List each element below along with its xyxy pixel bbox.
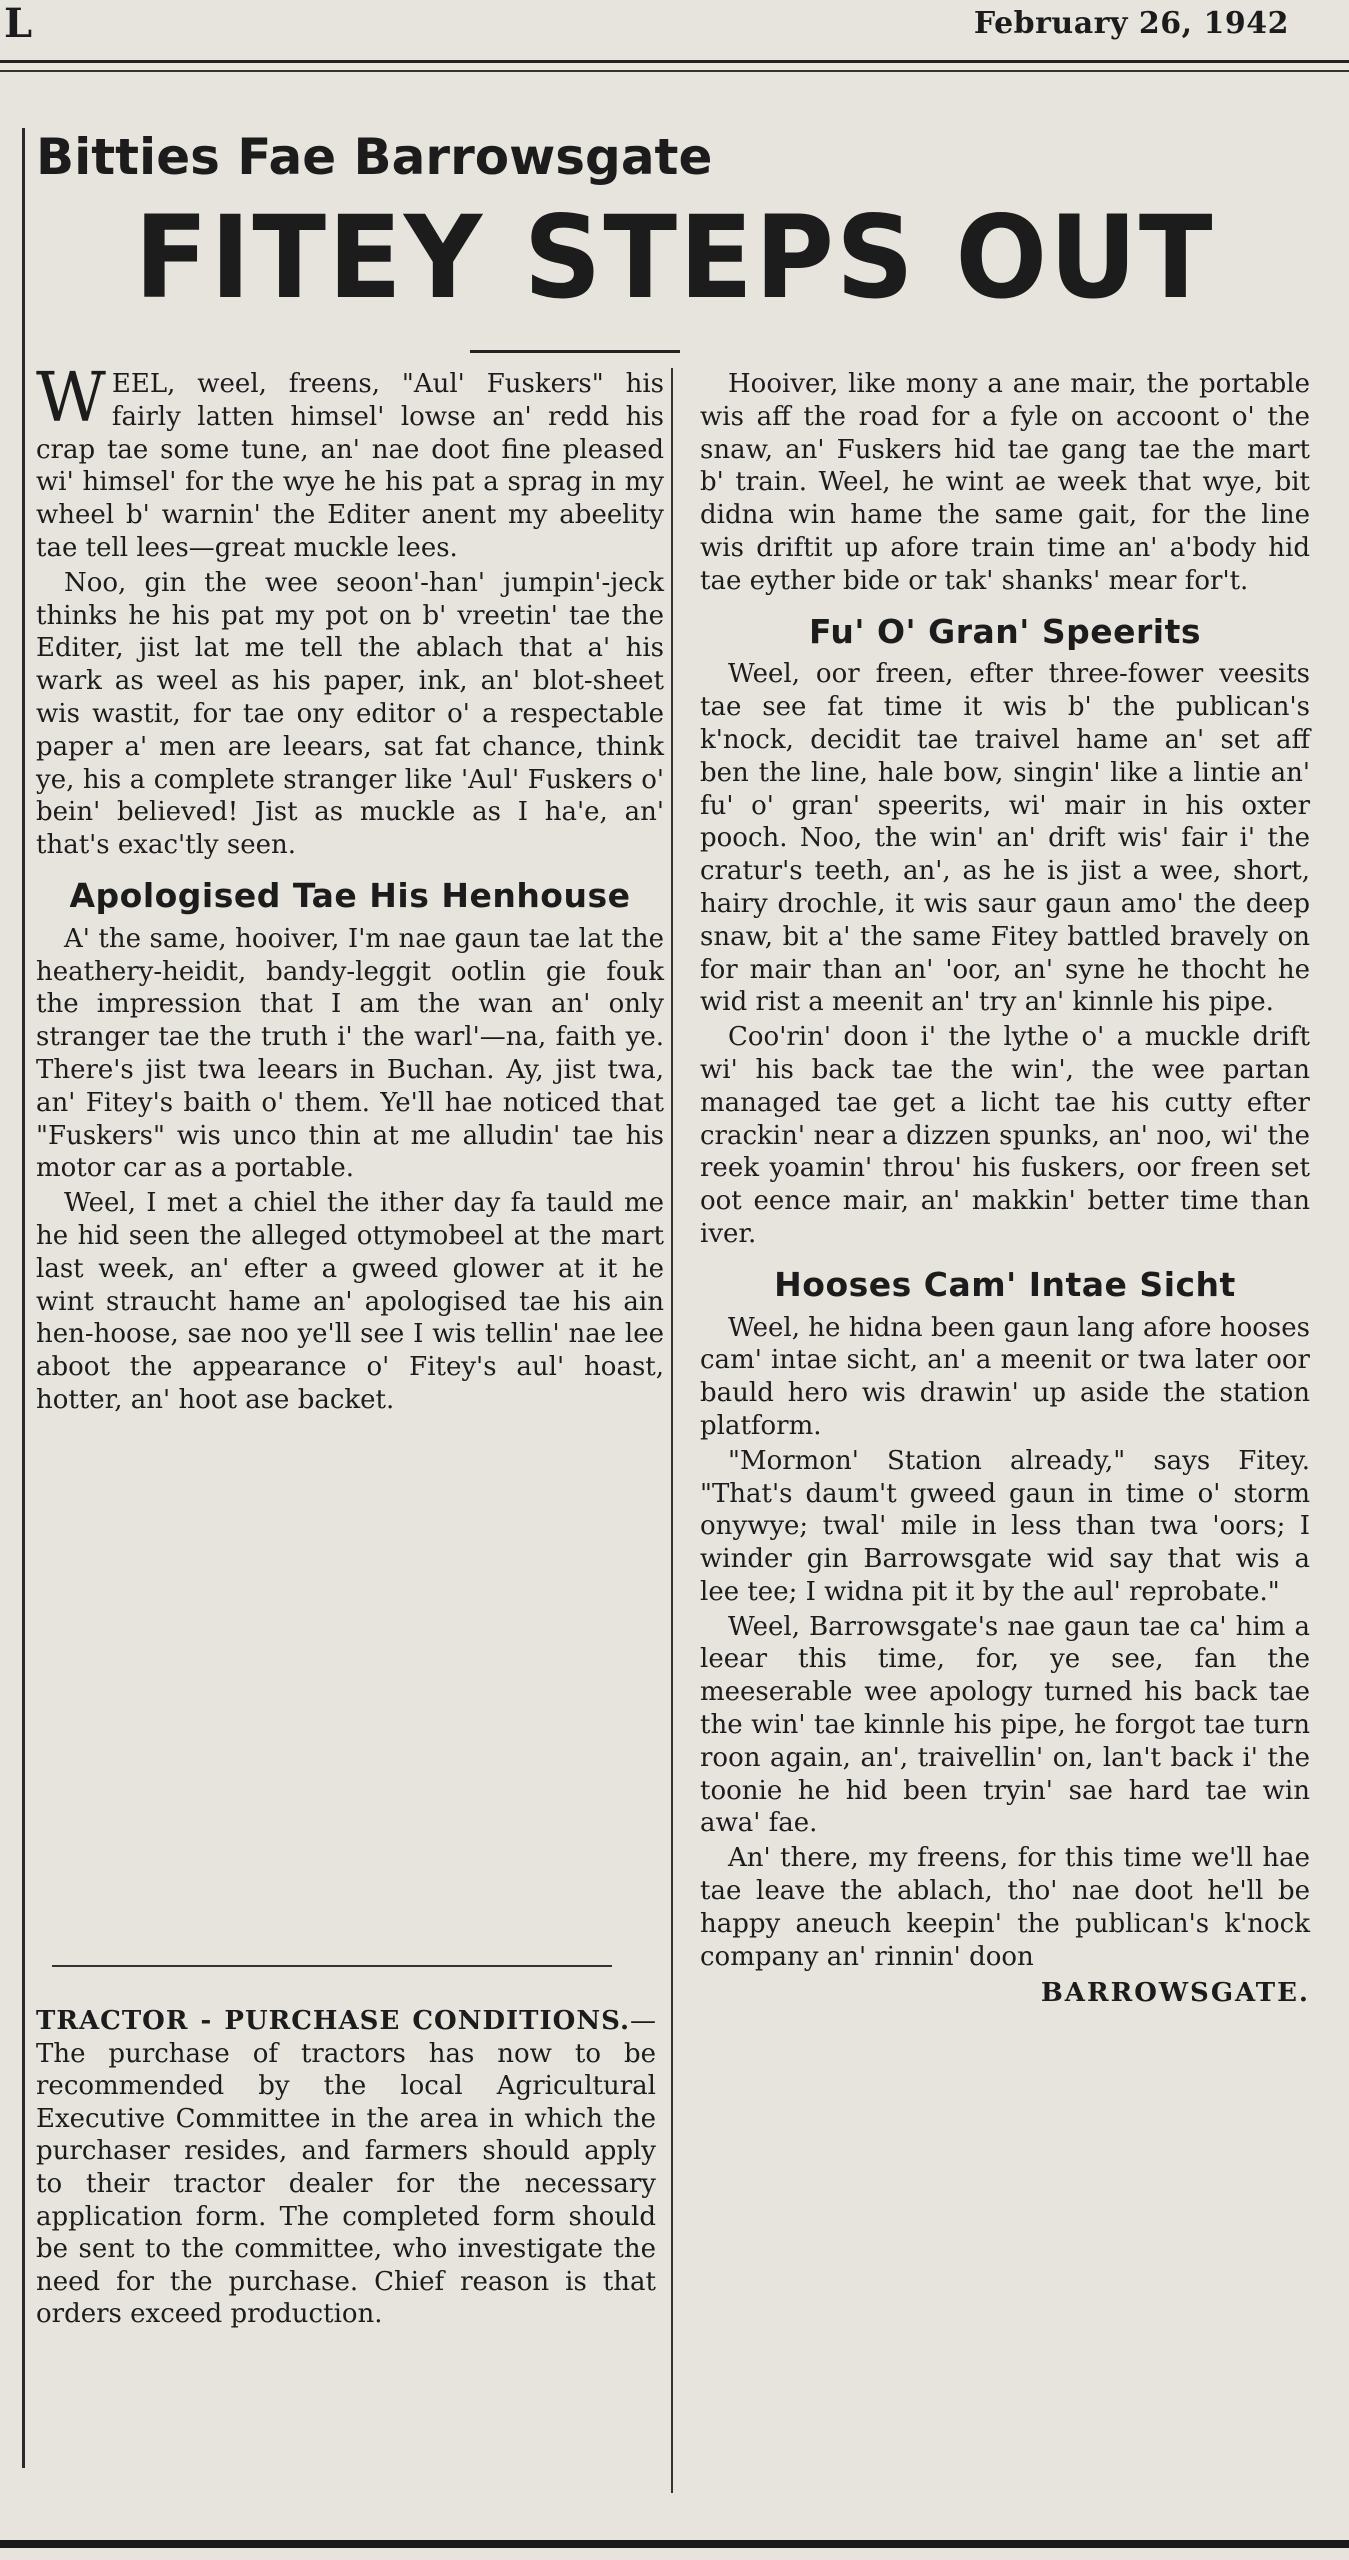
article-paragraph: Weel, he hidna been gaun lang afore hooses cam' intae sicht, an' a meenit or twa later oor bauld hero wis drawin' up aside the station platform. <box>700 1312 1310 1441</box>
paragraph-text: EEL, weel, freens, "Aul' Fuskers" his fairly latten himsel' lowse an' redd his crap tae some tune, an' nae doot fine pleased wi' himsel' for the wye he his pat a sprag in my wheel b' warnin' the Editer anent my abeelity tae tell lees—great muckle lees. <box>36 369 664 563</box>
tractor-notice <box>36 2005 656 2331</box>
article-paragraph: Hooiver, like mony a ane mair, the portable wis aff the road for a fyle on accoont o' the snaw, an' Fuskers hid tae gang tae the mart b' train. Weel, he wint ae week that wye, bit didna win hame the same gait, for the line wis driftit up afore train time an' a'body hid tae eyther bide or tak' shanks' mear for't. <box>700 369 1310 596</box>
top-rule-thin <box>0 70 1349 72</box>
article-kicker: Bitties Fae Barrowsgate <box>36 128 713 186</box>
article-paragraph: A' the same, hooiver, I'm nae gaun tae lat the heathery-heidit, bandy-leggit ootlin gie fouk the impression that I am the wan an' only stranger tae the truth i' the warl'—na, faith ye. There's jist twa leears in Buchan. Ay, jist twa, an' Fitey's baith o' them. Ye'll hae noticed that "Fuskers" wis unco thin at me alludin' tae his motor car as a portable. <box>36 923 664 1184</box>
article-paragraph: "Mormon' Station already," says Fitey. "That's daum't gweed gaun in time o' storm onywye; twal' mile in less than twa 'oors; I winder gin Barrowsgate wid say that wis a lee tee; I widna pit it by the aul' reprobate." <box>700 1445 1310 1607</box>
top-rule <box>0 60 1349 63</box>
bottom-rule <box>0 2540 1349 2548</box>
subheading: Hooses Cam' Intae Sicht <box>774 1264 1236 1304</box>
section-rule <box>52 1965 612 1967</box>
article-paragraph: Weel, oor freen, efter three-fower veesits tae see fat time it wis b' the publican's k'nock, decidit tae traivel hame an' set aff ben the line, hale bow, singin' like a lintie an' fu' o' gran' speerits, wi' mair in his oxter pooch. Noo, the win' an' drift wis' fair i' the cratur's teeth, an', as he is jist a wee, short, hairy drochle, it wis saur gaun amo' the deep snaw, bit a' the same Fitey battled bravely on for mair than an' 'oor, an' syne he thocht he wid rist a meenit an' try an' kinnle his pipe. <box>700 659 1310 1018</box>
page-corner-mark: L <box>4 0 33 47</box>
author-signature: BARROWSGATE. <box>1040 1978 1310 2009</box>
article-paragraph: Noo, gin the wee seoon'-han' jumpin'-jeck thinks he his pat my pot on b' vreetin' tae the Editer, jist lat me tell the ablach that a' his wark as weel as his paper, ink, an' blot-sheet wis wastit, for tae ony editor o' a respectable paper a' men are leears, sat fat chance, think ye, his a complete stranger like 'Aul' Fuskers o' bein' believed! Jist as muckle as I ha'e, an' that's exac'tly seen. <box>36 567 664 861</box>
article-headline: FITEY STEPS OUT <box>134 192 1215 325</box>
article-paragraph: Coo'rin' doon i' the lythe o' a muckle drift wi' his back tae the win', the wee partan managed tae get a licht tae his cutty efter crackin' near a dizzen spunks, an' noo, wi' the reek yoamin' throu' his fuskers, oor freen set oot eence mair, an' makkin' better time than iver. <box>700 1022 1310 1249</box>
subheading: Apologised Tae His Henhouse <box>69 875 631 915</box>
left-frame-rule <box>22 128 25 2468</box>
headline-rule <box>470 350 680 353</box>
article-paragraph <box>36 359 664 565</box>
notice-lead: TRACTOR - PURCHASE CONDITIONS. <box>36 2006 630 2036</box>
article-paragraph: An' there, my freens, for this time we'll hae tae leave the ablach, tho' nae doot he'll be happy aneuch keepin' the publican's k'nock company an' rinnin' doon <box>700 1843 1310 1972</box>
column-divider <box>671 368 673 2493</box>
article-left-column <box>36 359 664 1419</box>
article-paragraph: Weel, Barrowsgate's nae gaun tae ca' him a leear this time, for, ye see, fan the meeserable wee apology turned his back tae the win' tae kinnle his pipe, he forgot tae turn roon again, an', traivellin' on, lan't back i' the toonie he hid been tryin' sae hard tae win awa' fae. <box>700 1611 1310 1839</box>
article-paragraph: Weel, I met a chiel the ither day fa tauld me he hid seen the alleged ottymobeel at the mart last week, an' efter a gweed glower at it he wint straucht hame an' apologised tae his ain hen-hoose, sae noo ye'll see I wis tellin' nae lee aboot the appearance o' Fitey's aul' hoast, hotter, an' hoot ase backet. <box>36 1188 664 1415</box>
page-date: February 26, 1942 <box>973 6 1289 41</box>
drop-cap: W <box>36 359 106 438</box>
subheading: Fu' O' Gran' Speerits <box>809 611 1201 651</box>
notice-body: —The purchase of tractors has now to be recommended by the local Agricultural Executive Committee in the area in which the purchaser resides, and farmers should apply to their tractor dealer for the necessary application form. The completed form should be sent to the committee, who investigate the need for the purchase. Chief reason is that orders exceed production. <box>36 2006 656 2330</box>
article-right-column <box>700 368 1310 2010</box>
